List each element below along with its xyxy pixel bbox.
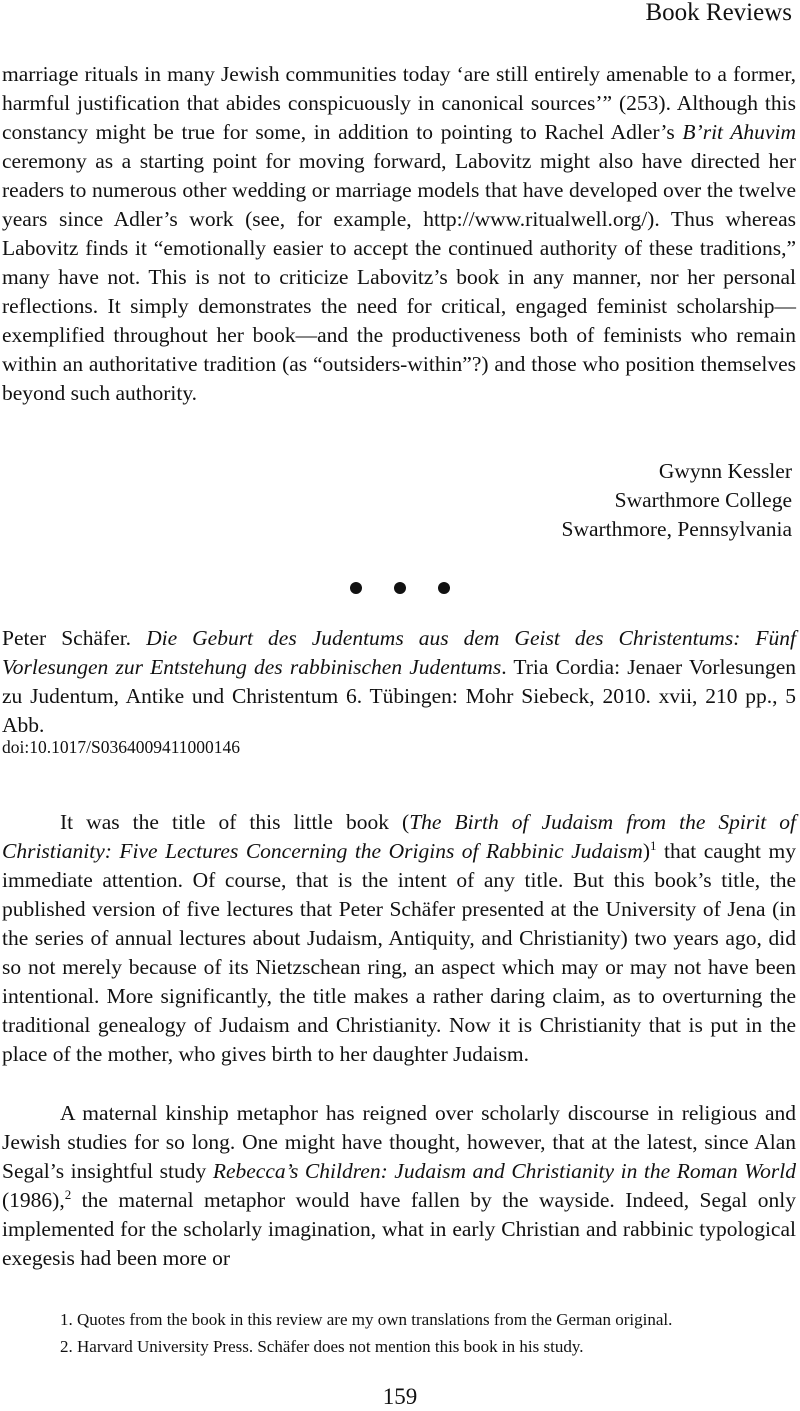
citation-details: . Tria Cordia: Jenaer Vorlesungen zu Judentum, Antike und Christentum 6. Tübingen: Mohr Siebeck, 2010. xvii, 210 pp., 5 Abb. [2,655,796,737]
running-head: Book Reviews [645,0,792,26]
page-number: 159 [382,1384,418,1409]
paragraph-text: ceremony as a starting point for moving forward, Labovitz might also have directed her readers to numerous other wedding or marriage models that have developed over the twelve years since Adler’s work (see, for example, http://www.ritualwell.org/). Thus whereas Labovitz finds it “emotionally easier to accept the continued authority of these traditions,” many have not. This is not to criticize Labovitz’s book in any manner, nor her personal reflections. It simply demonstrates the need for critical, engaged feminist scholarship—exemplified throughout her book—and the productiveness both of feminists who remain within an authoritative tradition (as “outsiders-within”?) and those who position themselves beyond such authority. [2,149,796,405]
footnote-1: 1. Quotes from the book in this review are my own translations from the German original. [60,1310,673,1329]
paragraph-text: ) [642,839,650,863]
paragraph-italic-title: The Birth of Judaism from the Spirit of Christianity: Five Lectures Concerning the Origins of Rabbinic Judaism [2,810,796,863]
reviewer-institution: Swarthmore College [614,488,792,512]
paragraph-text: (1986), [2,1188,65,1212]
reviewer-name: Gwynn Kessler [658,459,792,483]
citation-title: Die Geburt des Judentums aus dem Geist des Christentums: Fünf Vorlesungen zur Entstehung des rabbinischen Judentums [2,626,796,679]
book-citation [2,624,796,740]
reviewer-signature [562,457,793,544]
paragraph-text: marriage rituals in many Jewish communities today ‘are still entirely amenable to a former, harmful justification that abides conspicuously in canonical sources’” (253). Although this constancy might be true for some, in addition to pointing to Rachel Adler’s [2,62,796,144]
paragraph-text: the maternal metaphor would have fallen by the wayside. Indeed, Segal only implemented for the scholarly imagination, what in early Christian and rabbinic typological exegesis had been more or [2,1188,796,1270]
review-paragraph-1 [2,808,796,1069]
reviewer-location: Swarthmore, Pennsylvania [561,517,792,541]
footnote-ref-1[interactable]: 1 [649,837,657,853]
separator-dot [438,582,450,594]
review-closing-paragraph [2,60,796,408]
review-paragraph-2 [2,1099,796,1273]
footnote-2: 2. Harvard University Press. Schäfer does not mention this book in his study. [60,1337,584,1356]
paragraph-text: A maternal kinship metaphor has reigned over scholarly discourse in religious and Jewish studies for so long. One might have thought, however, that at the latest, since Alan Segal’s insightful study [2,1101,796,1183]
paragraph-italic-title: Rebecca’s Children: Judaism and Christianity in the Roman World [212,1159,796,1183]
section-separator [0,576,800,598]
separator-dot [394,582,406,594]
citation-doi: doi:10.1017/S0364009411000146 [2,737,241,757]
footnote-ref-2[interactable]: 2 [64,1186,72,1202]
paragraph-text: It was the title of this little book ( [60,810,410,834]
paragraph-text: that caught my immediate attention. Of course, that is the intent of any title. But this book’s title, the published version of five lectures that Peter Schäfer presented at the University of Jena (in the series of annual lectures about Judaism, Antiquity, and Christianity) two years ago, did so not merely because of its Nietzschean ring, an aspect which may or may not have been intentional. More significantly, the title makes a rather daring claim, as to overturning the traditional genealogy of Judaism and Christianity. Now it is Christianity that is put in the place of the mother, who gives birth to her daughter Judaism. [2,839,796,1066]
citation-author: Peter Schäfer. [2,626,147,650]
separator-dot [350,582,362,594]
paragraph-italic-title: B’rit Ahuvim [682,120,796,144]
